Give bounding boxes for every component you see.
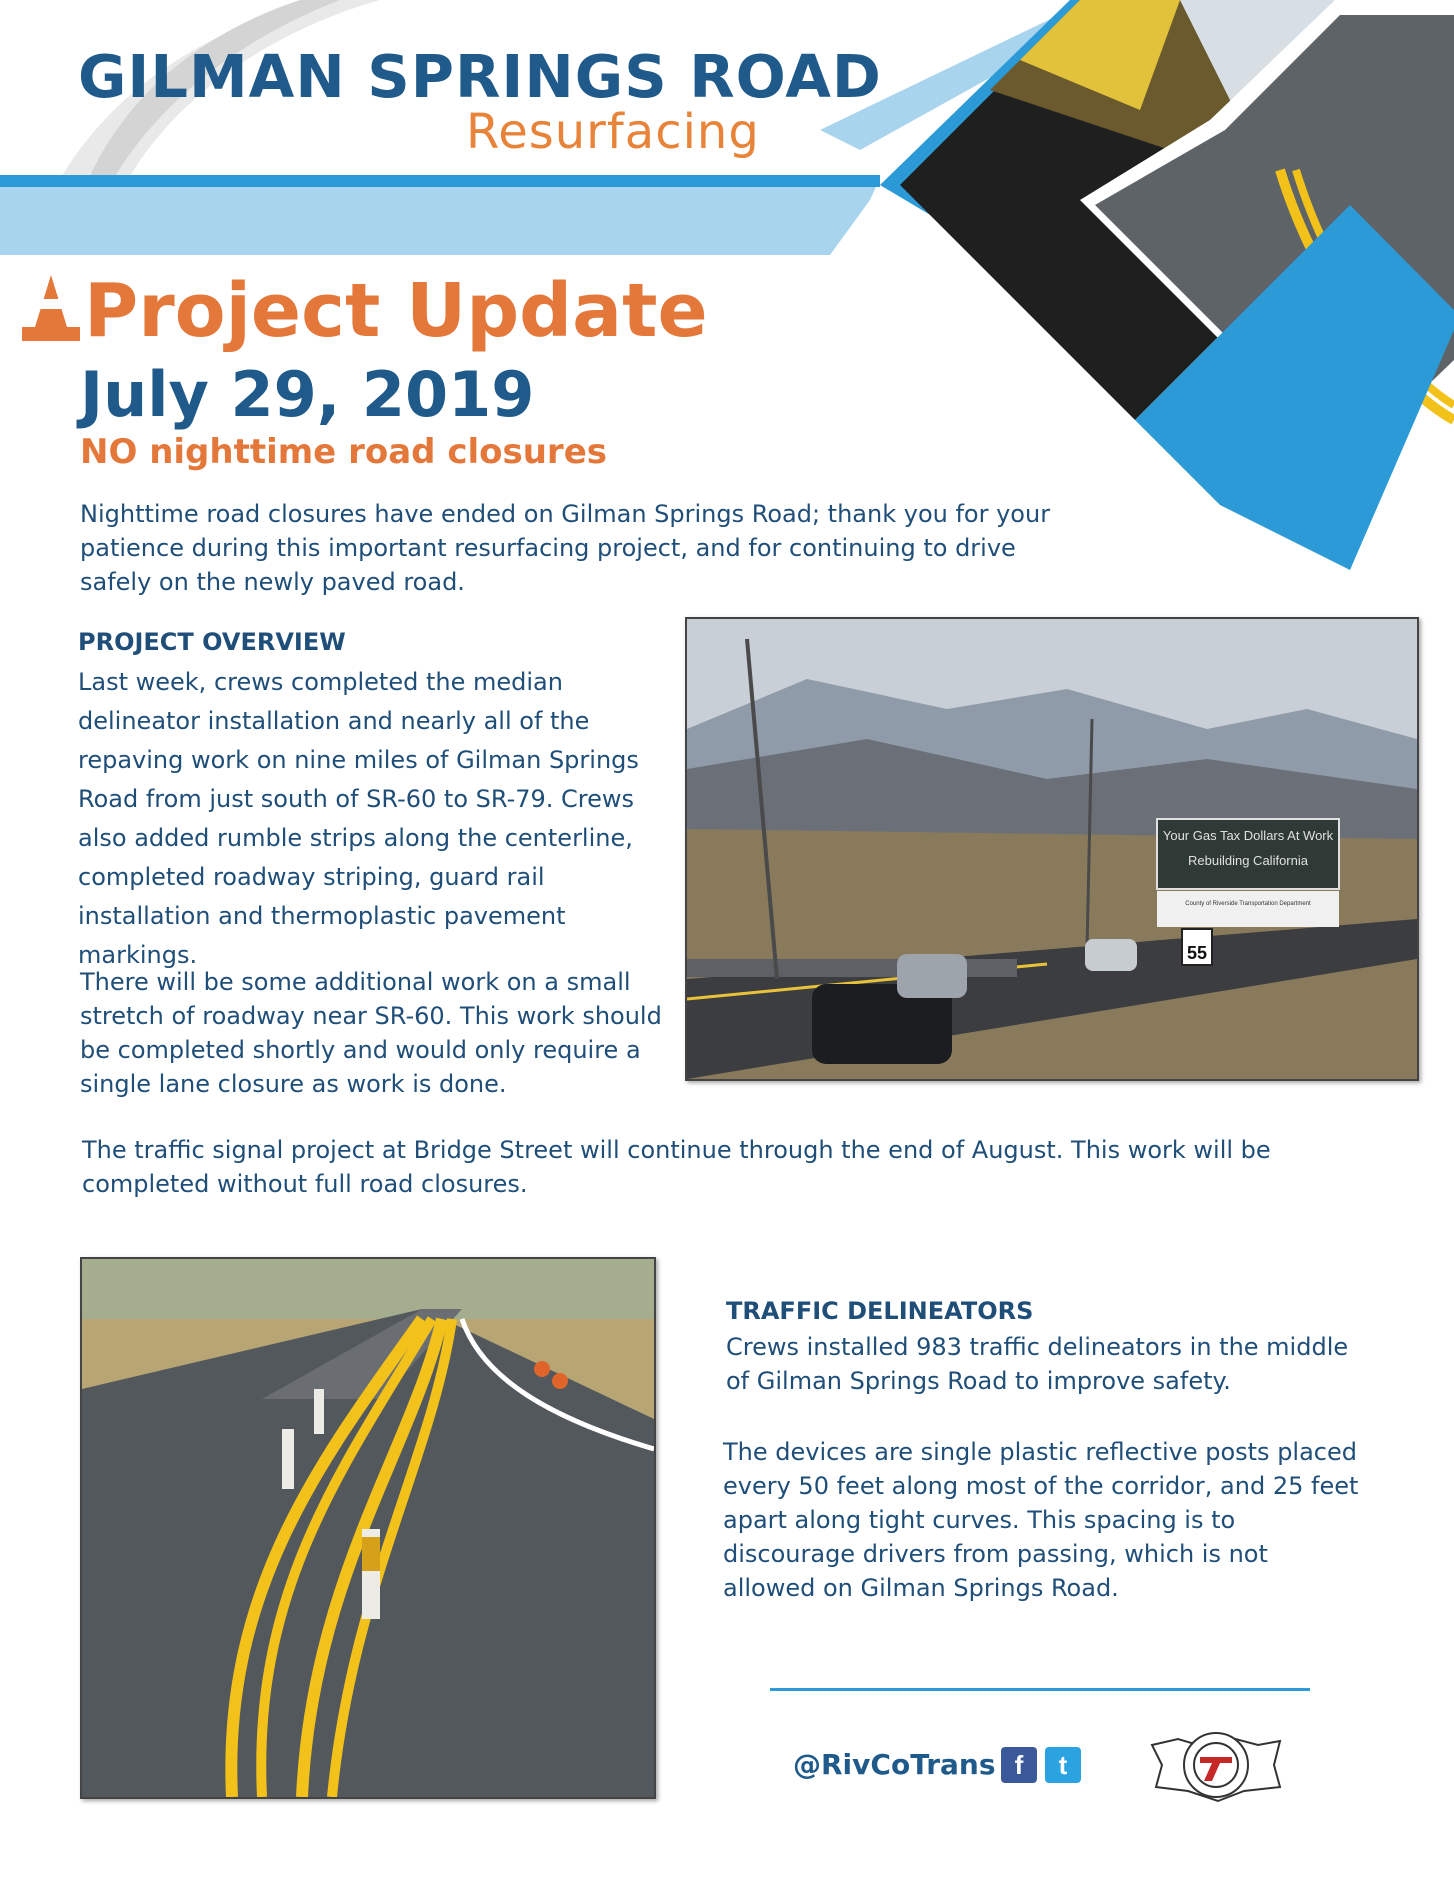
project-update-heading: Project Update bbox=[84, 268, 708, 354]
sign-line-3: County of Riverside Transportation Department bbox=[1185, 901, 1311, 907]
social-handle[interactable]: @RivCoTrans bbox=[793, 1748, 996, 1781]
update-date: July 29, 2019 bbox=[80, 358, 535, 431]
signal-project-text: The traffic signal project at Bridge Street will continue through the end of August. This work will be completed without full road closures. bbox=[82, 1136, 1271, 1198]
additional-work-text: There will be some additional work on a small stretch of roadway near SR-60. This work should be completed shortly and would only require a single lane closure as work is done. bbox=[80, 968, 662, 1098]
sign-line-2: Rebuilding California bbox=[1188, 853, 1308, 868]
facebook-icon[interactable] bbox=[1001, 1747, 1037, 1783]
facebook-glyph: f bbox=[1014, 1750, 1024, 1780]
project-overview-text: Last week, crews completed the median delineator installation and nearly all of the repaving work on nine miles of Gilman Springs Road from just south of SR-60 to SR-79. Crews also added rumble strips along the centerline, completed roadway striping, guard rail installation and thermoplastic pavement markings. bbox=[78, 668, 639, 969]
traffic-delineators-heading: TRAFFIC DELINEATORS bbox=[726, 1297, 1034, 1325]
header-photo-collage bbox=[880, 0, 1454, 580]
intro-paragraph: Nighttime road closures have ended on Gilman Springs Road; thank you for your patience during this important resurfacing project, and for continuing to drive safely on the newly paved road. bbox=[80, 500, 1051, 596]
footer-divider bbox=[770, 1688, 1310, 1691]
speed-limit-sign: 55 bbox=[1186, 943, 1208, 963]
newsletter-title: GILMAN SPRINGS ROAD bbox=[78, 42, 882, 111]
delineators-spacing-text: The devices are single plastic reflective posts placed every 50 feet along most of the corridor, and 25 feet apart along tight curves. This spacing is to discourage drivers from passing, which is not allowed on Gilman Springs Road. bbox=[723, 1438, 1359, 1602]
newsletter-subtitle: Resurfacing bbox=[466, 104, 760, 160]
delineators-photo bbox=[80, 1257, 656, 1799]
update-headline: NO nighttime road closures bbox=[80, 432, 607, 472]
delineators-count-text: Crews installed 983 traffic delineators in the middle of Gilman Springs Road to improve safety. bbox=[726, 1333, 1349, 1395]
twitter-glyph: t bbox=[1058, 1750, 1068, 1780]
sign-line-1: Your Gas Tax Dollars At Work bbox=[1162, 828, 1334, 843]
highway-photo bbox=[685, 617, 1419, 1081]
traffic-cone-icon bbox=[22, 275, 80, 341]
county-seal-icon bbox=[1148, 1725, 1284, 1803]
twitter-icon[interactable] bbox=[1045, 1747, 1081, 1783]
project-overview-heading: PROJECT OVERVIEW bbox=[78, 628, 346, 656]
